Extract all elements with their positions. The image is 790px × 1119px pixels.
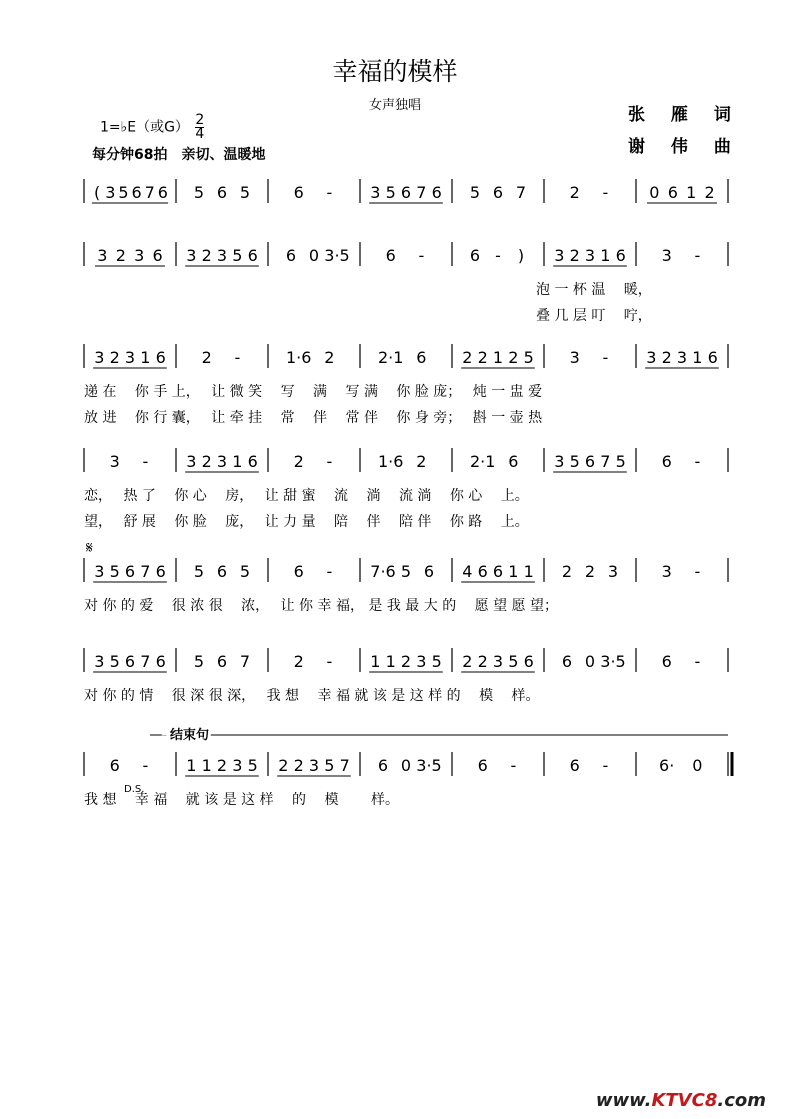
note: 2 bbox=[201, 348, 212, 367]
note: 3 bbox=[661, 562, 672, 581]
score-row bbox=[84, 558, 728, 614]
note: 5 bbox=[431, 652, 442, 671]
note: 6 bbox=[423, 562, 435, 581]
note: 2 bbox=[561, 562, 573, 581]
note: 5 bbox=[569, 452, 580, 471]
note: 6 bbox=[400, 183, 412, 202]
note: 2 bbox=[462, 348, 473, 367]
note: 6 bbox=[584, 452, 596, 471]
note: 3 bbox=[676, 348, 688, 367]
note: 2 bbox=[508, 348, 519, 367]
note: 7 bbox=[239, 652, 251, 671]
note: 0 bbox=[584, 652, 596, 671]
note: 6 bbox=[216, 183, 228, 202]
note: 1 bbox=[686, 183, 697, 202]
note: 3 bbox=[109, 452, 120, 471]
note: 5 bbox=[232, 246, 243, 265]
score-row bbox=[84, 242, 728, 324]
note: 2 bbox=[584, 562, 596, 581]
time-numerator: 2 bbox=[195, 112, 205, 128]
note: - bbox=[602, 183, 609, 202]
note: 1 bbox=[385, 652, 396, 671]
note: 0 bbox=[649, 183, 660, 202]
lyric-line: 望， 舒 展 你 脸 庞， 让 力 量 陪 伴 陪 伴 你 路 上。 bbox=[84, 514, 529, 530]
score-row bbox=[84, 648, 728, 704]
time-denominator: 4 bbox=[195, 126, 205, 142]
note: 6 bbox=[492, 183, 504, 202]
note: 3 bbox=[646, 348, 657, 367]
website-brand: KTVC8 bbox=[651, 1090, 718, 1111]
note: 6 bbox=[707, 348, 718, 367]
tempo-marking: 每分钟68拍 亲切、温暖地 bbox=[92, 147, 266, 163]
note: 1 bbox=[140, 348, 151, 367]
note: 3 bbox=[94, 652, 105, 671]
note: 7 bbox=[600, 452, 611, 471]
note: 7 bbox=[140, 652, 151, 671]
note: 7 bbox=[140, 562, 151, 581]
note: 2 bbox=[109, 348, 120, 367]
note: 3 bbox=[124, 348, 136, 367]
note: 3 bbox=[569, 348, 580, 367]
note: 5 bbox=[400, 562, 412, 581]
note: 6 bbox=[561, 652, 573, 671]
note: 6 bbox=[155, 562, 166, 581]
note: 2 bbox=[462, 652, 473, 671]
coda-label: 结束句 bbox=[170, 728, 210, 743]
note: 2 bbox=[216, 756, 228, 775]
note: 6 bbox=[477, 756, 488, 775]
score-row bbox=[84, 344, 728, 426]
note: 1·6 bbox=[377, 452, 404, 471]
website-prefix: www. bbox=[595, 1090, 652, 1111]
note: 3 bbox=[94, 348, 105, 367]
note: 2 bbox=[569, 183, 580, 202]
note: 6 bbox=[124, 652, 136, 671]
note: 5 bbox=[193, 562, 205, 581]
note: 5 bbox=[508, 652, 519, 671]
note: 6 bbox=[661, 452, 672, 471]
song-title: 幸福的模样 bbox=[332, 57, 458, 86]
note: 3 bbox=[216, 452, 228, 471]
note: 3 bbox=[554, 246, 565, 265]
note: 1 bbox=[370, 652, 381, 671]
note: 6 bbox=[247, 452, 258, 471]
note: 3 bbox=[370, 183, 381, 202]
note: 3 bbox=[661, 246, 672, 265]
note: 6 bbox=[661, 652, 672, 671]
note: - bbox=[326, 652, 333, 671]
lyric-line: 叠 几 层 叮 咛， bbox=[536, 308, 652, 324]
note: 2·1 bbox=[377, 348, 404, 367]
note: 6 bbox=[155, 348, 166, 367]
note: 5 bbox=[193, 183, 205, 202]
note: - bbox=[694, 246, 701, 265]
note: 6 bbox=[293, 562, 304, 581]
note: 3 bbox=[492, 652, 504, 671]
note: 2 bbox=[201, 452, 212, 471]
note: 6 bbox=[155, 652, 166, 671]
note: 6 bbox=[216, 652, 228, 671]
note: 2 bbox=[293, 652, 304, 671]
note: 5 bbox=[109, 652, 120, 671]
website-suffix: .com bbox=[717, 1090, 766, 1111]
composer-credit: 谢 伟 曲 bbox=[628, 137, 741, 157]
note: 6 bbox=[431, 183, 442, 202]
note: 2 bbox=[324, 348, 335, 367]
note: 7 bbox=[339, 756, 350, 775]
note: - bbox=[694, 452, 701, 471]
note: 2·1 bbox=[469, 452, 496, 471]
note: 3 bbox=[134, 246, 145, 265]
note: 6 bbox=[285, 246, 297, 265]
note: 6 bbox=[152, 246, 163, 265]
note: 5 bbox=[324, 756, 335, 775]
note: 2 bbox=[569, 246, 580, 265]
note: - bbox=[326, 452, 333, 471]
note: - bbox=[495, 246, 501, 265]
note: 2 bbox=[400, 652, 412, 671]
note: 3·5 bbox=[416, 756, 442, 775]
lyricist-credit: 张 雁 词 bbox=[628, 105, 741, 125]
note: 3 bbox=[584, 246, 596, 265]
note: - bbox=[142, 452, 149, 471]
note: 2 bbox=[477, 652, 488, 671]
note: 3 bbox=[186, 246, 197, 265]
note: 7 bbox=[416, 183, 427, 202]
note: 3·5 bbox=[324, 246, 350, 265]
note: 6 bbox=[492, 562, 504, 581]
note: - bbox=[142, 756, 149, 775]
note: 1 bbox=[600, 246, 611, 265]
lyric-line: 对 你 的 爱 很 浓 很 浓， 让 你 幸 福， 是 我 最 大 的 愿 望 愿 望； bbox=[84, 598, 559, 614]
note: 6 bbox=[124, 562, 136, 581]
note: 6 bbox=[667, 183, 678, 202]
note: 5 bbox=[193, 652, 205, 671]
note: 6 bbox=[615, 246, 626, 265]
note: 6 bbox=[508, 452, 519, 471]
note: - bbox=[326, 183, 333, 202]
score-row bbox=[84, 448, 728, 530]
note: 2 bbox=[704, 183, 715, 202]
note: 2 bbox=[115, 246, 126, 265]
note: 1 bbox=[523, 562, 534, 581]
note: 6 bbox=[157, 183, 168, 202]
performance-type: 女声独唱 bbox=[368, 98, 421, 113]
note: - bbox=[234, 348, 241, 367]
note: 5 bbox=[239, 562, 251, 581]
ds-marking: D.S. bbox=[124, 784, 145, 795]
note: 3 bbox=[416, 652, 427, 671]
coda-bracket bbox=[150, 727, 728, 743]
note: 6 bbox=[416, 348, 427, 367]
note: 3 bbox=[186, 452, 197, 471]
note: 2 bbox=[661, 348, 672, 367]
note: 3 bbox=[232, 756, 243, 775]
note: 1 bbox=[201, 756, 212, 775]
note: 5 bbox=[247, 756, 258, 775]
note: 6 bbox=[247, 246, 258, 265]
note: - bbox=[602, 756, 609, 775]
lyric-line: 递 在 你 手 上， 让 微 笑 写 满 写 满 你 脸 庞； 炖 一 盅 爱 bbox=[84, 384, 543, 400]
lyric-line: 恋， 热 了 你 心 房， 让 甜 蜜 流 淌 流 淌 你 心 上。 bbox=[84, 488, 529, 504]
score-row bbox=[84, 179, 728, 203]
note: 6· bbox=[659, 756, 675, 775]
note: 6 bbox=[293, 183, 304, 202]
note: 6 bbox=[131, 183, 142, 202]
note: 1 bbox=[692, 348, 703, 367]
note: 7 bbox=[515, 183, 527, 202]
note: ) bbox=[517, 246, 525, 265]
note: 6 bbox=[385, 246, 396, 265]
note: - bbox=[418, 246, 425, 265]
lyric-line: 对 你 的 情 很 深 很 深， 我 想 幸 福 就 该 是 这 样 的 模 样。 bbox=[84, 688, 540, 704]
note: - bbox=[510, 756, 517, 775]
note: 2 bbox=[293, 756, 304, 775]
note: 3 bbox=[97, 246, 108, 265]
note: 0 bbox=[308, 246, 320, 265]
note: 3 bbox=[94, 562, 105, 581]
note: 3 bbox=[216, 246, 228, 265]
note: 5 bbox=[523, 348, 534, 367]
note: 5 bbox=[118, 183, 129, 202]
note: 3·5 bbox=[600, 652, 626, 671]
note: 5 bbox=[109, 562, 120, 581]
note: 0 bbox=[400, 756, 412, 775]
note: 2 bbox=[293, 452, 304, 471]
score-row bbox=[84, 752, 728, 808]
note: 5 bbox=[469, 183, 481, 202]
note: - bbox=[694, 562, 701, 581]
lyric-line: 泡 一 杯 温 暖， bbox=[536, 282, 652, 298]
note: 1 bbox=[508, 562, 519, 581]
note: 4 bbox=[462, 562, 473, 581]
note: 6 bbox=[377, 756, 389, 775]
lyric-line: 放 进 你 行 囊， 让 牵 挂 常 伴 常 伴 你 身 旁； 斟 一 壶 热 bbox=[84, 410, 543, 426]
note: 6 bbox=[569, 756, 580, 775]
note: 3 bbox=[554, 452, 565, 471]
note: 7·6 bbox=[370, 562, 396, 581]
note: 1 bbox=[492, 348, 504, 367]
note: 3 bbox=[105, 183, 116, 202]
note: 6 bbox=[477, 562, 488, 581]
key-label: 1=♭E（或G） bbox=[100, 119, 189, 136]
note: 1 bbox=[186, 756, 197, 775]
note: 2 bbox=[477, 348, 488, 367]
segno-icon: 𝄋 bbox=[86, 538, 93, 557]
note: 2 bbox=[278, 756, 289, 775]
note: 6 bbox=[109, 756, 120, 775]
lyric-line: 我 想 幸 福 就 该 是 这 样 的 模 样。 bbox=[84, 792, 399, 808]
note: 1·6 bbox=[285, 348, 312, 367]
note: 6 bbox=[216, 562, 228, 581]
note: 0 bbox=[692, 756, 703, 775]
note: 2 bbox=[416, 452, 427, 471]
note: 5 bbox=[239, 183, 251, 202]
note: 5 bbox=[385, 183, 396, 202]
note: 6 bbox=[469, 246, 481, 265]
note: 5 bbox=[615, 452, 626, 471]
note: 7 bbox=[144, 183, 155, 202]
note: - bbox=[602, 348, 609, 367]
note: - bbox=[694, 652, 701, 671]
note: 3 bbox=[607, 562, 619, 581]
note: 1 bbox=[232, 452, 243, 471]
note: - bbox=[326, 562, 333, 581]
note: ( bbox=[94, 183, 101, 202]
note: 3 bbox=[308, 756, 320, 775]
note: 6 bbox=[523, 652, 534, 671]
note: 2 bbox=[201, 246, 212, 265]
